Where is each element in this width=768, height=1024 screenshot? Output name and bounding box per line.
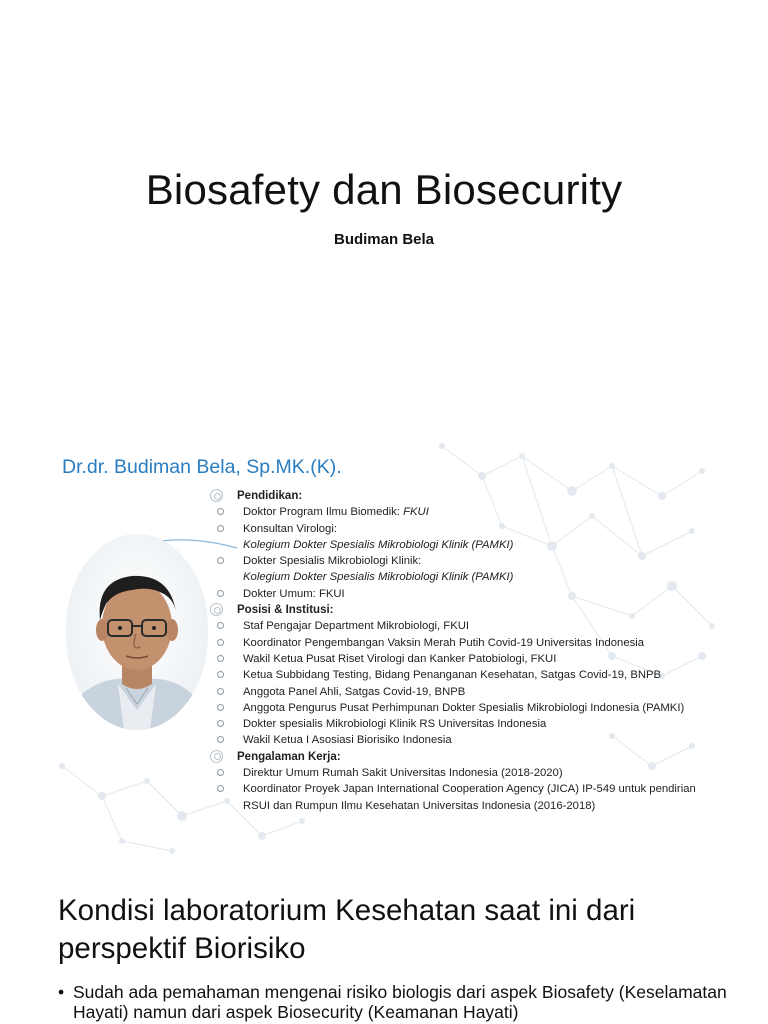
bullet-dot-icon: • — [58, 982, 65, 1002]
slide-title: Biosafety dan Biosecurity — [145, 166, 623, 213]
list-item: Wakil Ketua I Asosiasi Biorisiko Indonesia — [210, 732, 710, 748]
circle-bullet-icon — [217, 655, 224, 662]
circle-bullet-icon — [217, 508, 224, 515]
education-section — [210, 488, 710, 504]
profile-details — [210, 488, 710, 814]
list-item: Dokter Umum: FKUI — [210, 586, 710, 602]
circle-bullet-icon — [217, 720, 224, 727]
list-item: Ketua Subbidang Testing, Bidang Penanganan Kesehatan, Satgas Covid-19, BNPB — [210, 667, 710, 683]
list-item: Direktur Umum Rumah Sakit Universitas Indonesia (2018-2020) — [210, 765, 710, 781]
circle-bullet-icon — [217, 671, 224, 678]
list-item: Anggota Panel Ahli, Satgas Covid-19, BNPB — [210, 684, 710, 700]
circle-bullet-icon — [217, 622, 224, 629]
target-icon — [210, 750, 223, 763]
circle-bullet-icon — [217, 785, 224, 792]
target-icon — [210, 489, 223, 502]
list-item: Koordinator Proyek Japan International Cooperation Agency (JICA) IP-549 untuk pendirian RSUI dan Rumpun Ilmu Kesehatan Universitas Indonesia (2016-2018) — [210, 781, 710, 814]
profile-name: Dr.dr. Budiman Bela, Sp.MK.(K). — [62, 456, 342, 478]
circle-bullet-icon — [217, 688, 224, 695]
list-item: Dokter Spesialis Mikrobiologi Klinik: Kolegium Dokter Spesialis Mikrobiologi Klinik (PAMKI) — [210, 553, 710, 586]
bullet-text: Sudah ada pemahaman mengenai risiko biologis dari aspek Biosafety (Keselamatan Hayati) namun dari aspek Biosecurity (Keamanan Hayati) — [73, 982, 727, 1022]
circle-bullet-icon — [217, 736, 224, 743]
list-item: Konsultan Virologi: Kolegium Dokter Spesialis Mikrobiologi Klinik (PAMKI) — [210, 521, 710, 554]
list-item: Koordinator Pengembangan Vaksin Merah Putih Covid-19 Universitas Indonesia — [210, 635, 710, 651]
target-icon — [210, 603, 223, 616]
circle-bullet-icon — [217, 639, 224, 646]
bullet-item — [58, 982, 758, 1022]
position-list — [210, 618, 710, 748]
experience-section — [210, 749, 710, 765]
list-item: Anggota Pengurus Pusat Perhimpunan Dokter Spesialis Mikrobiologi Indonesia (PAMKI) — [210, 700, 710, 716]
list-item: Dokter spesialis Mikrobiologi Klinik RS Universitas Indonesia — [210, 716, 710, 732]
profile-photo — [66, 534, 208, 730]
position-section — [210, 602, 710, 618]
circle-bullet-icon — [217, 557, 224, 564]
education-heading: Pendidikan: — [237, 490, 303, 502]
content-slide — [0, 880, 768, 1024]
profile-slide — [52, 436, 716, 860]
list-item: Staf Pengajar Department Mikrobiologi, FKUI — [210, 618, 710, 634]
circle-bullet-icon — [217, 769, 224, 776]
person-portrait-icon — [66, 534, 208, 730]
circle-bullet-icon — [217, 704, 224, 711]
title-slide — [0, 0, 768, 430]
education-list — [210, 504, 710, 602]
slide-subtitle: Budiman Bela — [333, 231, 435, 248]
position-heading: Posisi & Institusi: — [237, 604, 334, 617]
slide-heading: Kondisi laboratorium Kesehatan saat ini dari perspektif Biorisiko — [58, 894, 636, 965]
list-item: Wakil Ketua Pusat Riset Virologi dan Kanker Patobiologi, FKUI — [210, 651, 710, 667]
circle-bullet-icon — [217, 525, 224, 532]
experience-list — [210, 765, 710, 814]
experience-heading: Pengalaman Kerja: — [237, 750, 341, 763]
circle-bullet-icon — [217, 590, 224, 597]
list-item: Doktor Program Ilmu Biomedik: FKUI — [210, 504, 710, 520]
